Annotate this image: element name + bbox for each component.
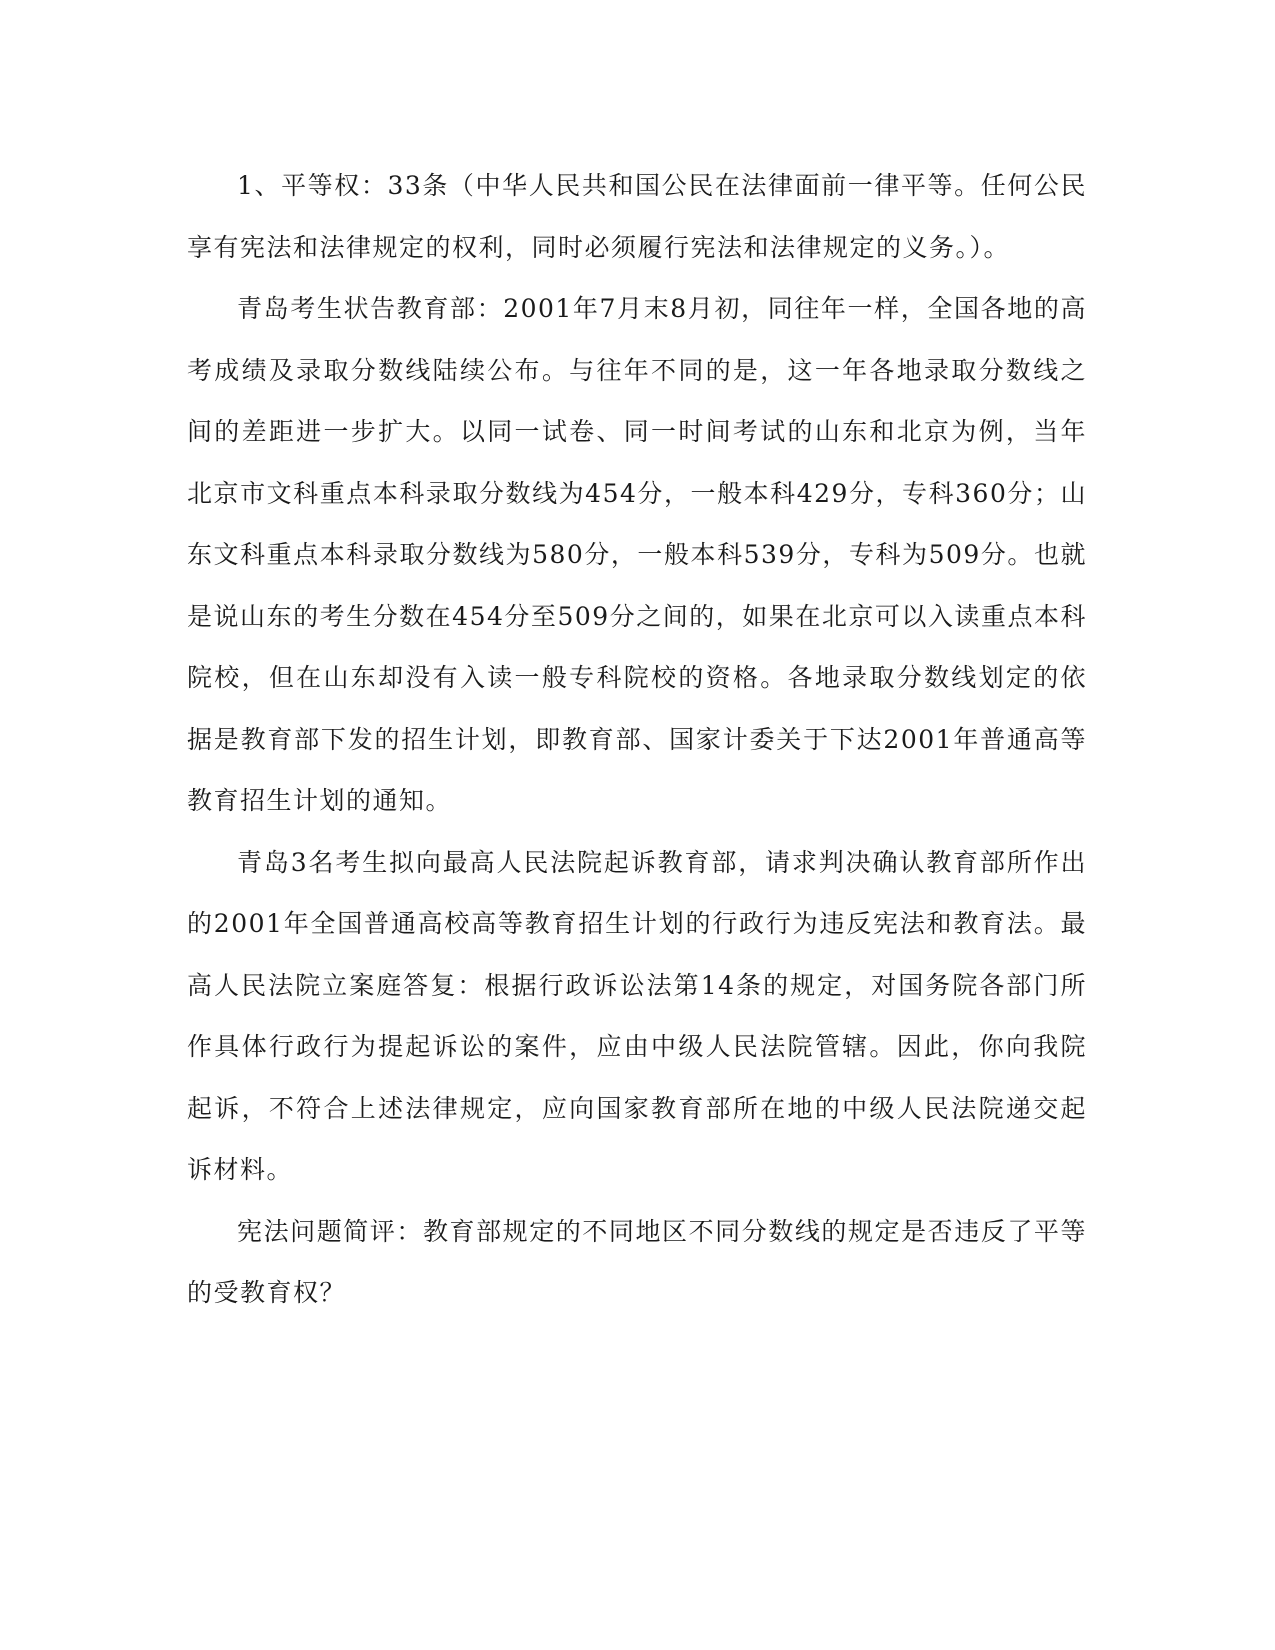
paragraph-constitutional-comment: 宪法问题简评：教育部规定的不同地区不同分数线的规定是否违反了平等的受教育权？	[187, 1216, 1087, 1307]
document-body	[187, 155, 1087, 1324]
paragraph-qingdao-case: 青岛考生状告教育部：2001年7月末8月初，同往年一样，全国各地的高考成绩及录取分数线陆续公布。与往年不同的是，这一年各地录取分数线之间的差距进一步扩大。以同一试卷、同一时间考试的山东和北京为例，当年北京市文科重点本科录取分数线为454分，一般本科429分，专科360分；山东文科重点本科录取分数线为580分，一般本科539分，专科为509分。也就是说山东的考生分数在454分至509分之间的，如果在北京可以入读重点本科院校，但在山东却没有入读一般专科院校的资格。各地录取分数线划定的依据是教育部下发的招生计划，即教育部、国家计委关于下达2001年普通高等教育招生计划的通知。	[187, 294, 1087, 815]
paragraph-court-reply: 青岛3名考生拟向最高人民法院起诉教育部，请求判决确认教育部所作出的2001年全国普通高校高等教育招生计划的行政行为违反宪法和教育法。最高人民法院立案庭答复：根据行政诉讼法第14条的规定，对国务院各部门所作具体行政行为提起诉讼的案件，应由中级人民法院管辖。因此，你向我院起诉，不符合上述法律规定，应向国家教育部所在地的中级人民法院递交起诉材料。	[187, 847, 1087, 1184]
paragraph-equality-right: 1、平等权：33条（中华人民共和国公民在法律面前一律平等。任何公民享有宪法和法律规定的权利，同时必须履行宪法和法律规定的义务。）。	[187, 171, 1087, 262]
